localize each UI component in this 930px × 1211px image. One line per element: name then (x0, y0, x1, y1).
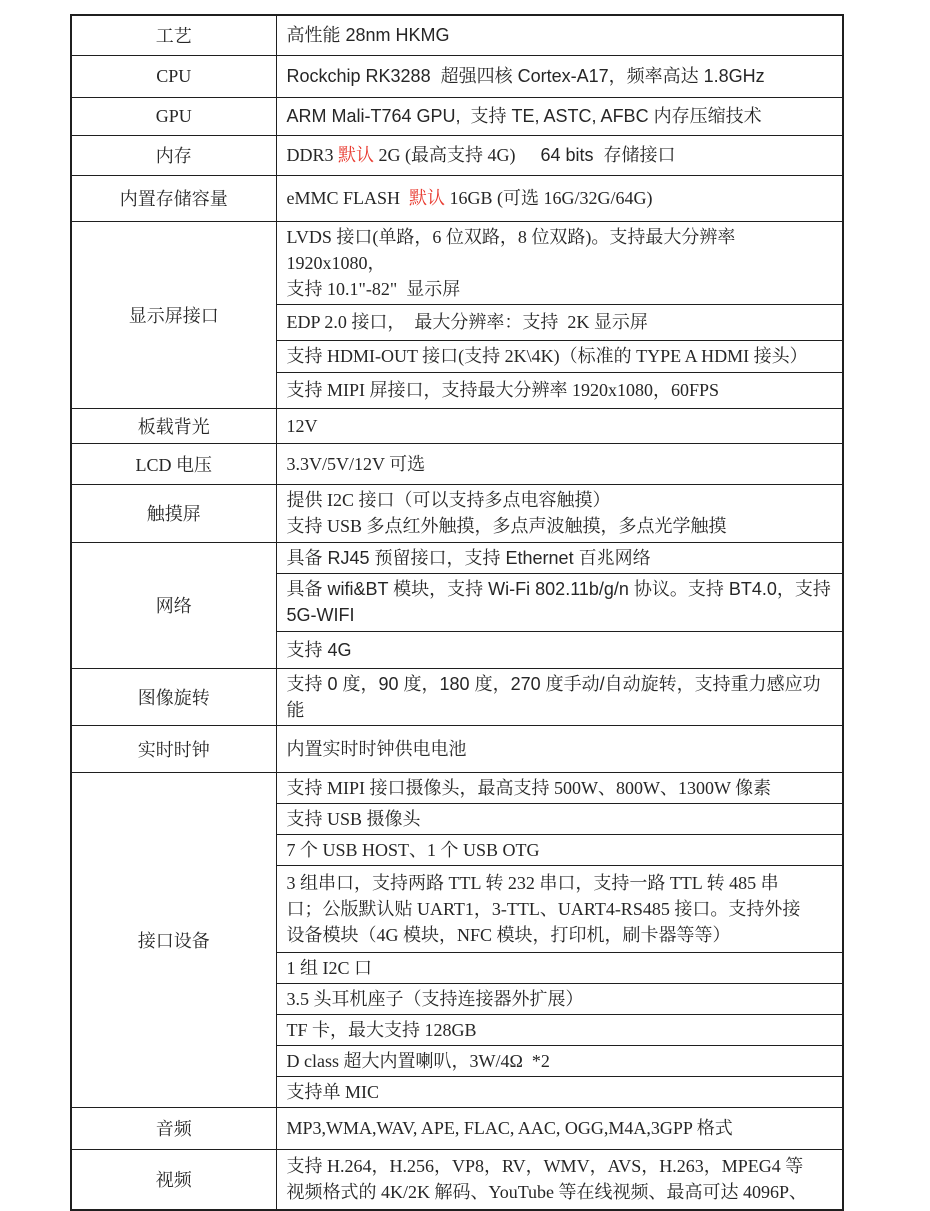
spec-text-line (287, 22, 835, 48)
spec-text-line (287, 986, 835, 1012)
spec-value-cell (276, 803, 843, 834)
spec-text-line (287, 955, 835, 981)
spec-text: EDP 2.0 接口， 最大分辨率：支持 2K 显示屏 (286, 312, 648, 332)
spec-value-cell (276, 1014, 843, 1045)
spec-text-line (287, 545, 835, 571)
highlight-red-text: 默认 (409, 188, 446, 208)
spec-text-line (287, 1048, 835, 1074)
table-row (71, 97, 843, 135)
table-row (71, 55, 843, 97)
spec-label-cell: GPU (71, 97, 276, 135)
spec-text: 具备 RJ45 预留接口，支持 Ethernet 百兆网络 (286, 547, 651, 568)
spec-label-cell: 内置存储容量 (71, 175, 276, 221)
spec-value-cell (276, 372, 843, 408)
table-row (71, 772, 843, 803)
spec-text-line (287, 576, 835, 602)
spec-label-cell: 触摸屏 (71, 484, 276, 542)
spec-text: 设备模块（4G 模块，NFC 模块，打印机，刷卡器等等） (286, 924, 731, 945)
spec-value-cell (276, 340, 843, 372)
spec-text: ARM Mali-T764 GPU, 支持 TE, ASTC, AFBC 内存压缩技术 (286, 106, 762, 126)
spec-text: MP3,WMA,WAV, APE, FLAC, AAC, OGG,M4A,3GPP 格式 (286, 1118, 733, 1138)
spec-text: 支持 0 度，90 度，180 度，270 度手动/自动旋转，支持重力感应功能 (286, 673, 821, 720)
table-row (71, 221, 843, 304)
spec-value-cell (276, 221, 843, 304)
table-row (71, 542, 843, 573)
spec-label-cell: 内存 (71, 135, 276, 175)
spec-label-cell: 网络 (71, 542, 276, 668)
spec-text: 提供 I2C 接口（可以支持多点电容触摸） (286, 490, 611, 510)
spec-text-line (287, 451, 835, 477)
spec-text-line (287, 343, 835, 369)
spec-value-cell (276, 1045, 843, 1076)
table-row (71, 175, 843, 221)
table-row (71, 443, 843, 484)
spec-text: 16GB (可选 16G/32G/64G) (445, 188, 653, 208)
spec-value-cell (276, 865, 843, 952)
spec-value-cell (276, 304, 843, 340)
spec-value-cell (276, 1149, 843, 1210)
spec-text-line (287, 413, 835, 439)
spec-value-cell (276, 175, 843, 221)
spec-value-cell (276, 135, 843, 175)
spec-text-line (287, 1115, 835, 1141)
table-row (71, 668, 843, 725)
spec-text: 支持 MIPI 屏接口，支持最大分辨率 1920x1080，60FPS (286, 380, 720, 400)
spec-text: 64 bits 存储接口 (515, 145, 676, 165)
spec-label-cell: 显示屏接口 (71, 221, 276, 408)
spec-text-line (287, 775, 835, 801)
spec-text: 1 组 I2C 口 (286, 957, 372, 978)
spec-value-cell (276, 834, 843, 865)
spec-label-cell: 实时时钟 (71, 725, 276, 772)
spec-text-line (287, 671, 835, 723)
spec-value-cell (276, 1076, 843, 1107)
spec-label-cell: 工艺 (71, 15, 276, 55)
spec-text-line (287, 637, 835, 663)
spec-text: 3.5 头耳机座子（支持连接器外扩展） (286, 988, 584, 1009)
spec-value-cell (276, 97, 843, 135)
spec-text: 2G (最高支持 4G) (374, 145, 516, 165)
table-row (71, 725, 843, 772)
spec-value-cell (276, 55, 843, 97)
spec-text: 支持 USB 多点红外触摸，多点声波触摸，多点光学触摸 (286, 516, 727, 536)
spec-text: 7 个 USB HOST、1 个 USB OTG (286, 839, 540, 860)
spec-text: Rockchip RK3288 超强四核 Cortex-A17，频率高达 1.8GHz (286, 66, 765, 86)
spec-text: 5G-WIFI (286, 605, 355, 625)
spec-text-line (287, 1079, 835, 1105)
spec-text: 支持 MIPI 接口摄像头，最高支持 500W、800W、1300W 像素 (286, 777, 772, 798)
spec-text: 高性能 28nm HKMG (286, 25, 450, 46)
spec-text: 口；公版默认贴 UART1，3-TTL、UART4-RS485 接口。支持外接 (286, 898, 801, 919)
spec-text-line (287, 736, 835, 762)
table-row (71, 15, 843, 55)
spec-text: 内置实时时钟供电电池 (286, 738, 467, 759)
spec-value-cell (276, 983, 843, 1014)
spec-text: 支持 10.1"-82" 显示屏 (286, 278, 461, 299)
spec-text: 支持 USB 摄像头 (286, 808, 421, 829)
table-row (71, 1107, 843, 1149)
spec-text-line (287, 922, 835, 948)
spec-value-cell (276, 772, 843, 803)
spec-value-cell (276, 725, 843, 772)
spec-text-line (287, 276, 835, 302)
spec-value-cell (276, 542, 843, 573)
spec-table-body (71, 15, 843, 1210)
spec-table (70, 14, 844, 1211)
spec-text: 支持 H.264，H.256，VP8，RV，WMV，AVS，H.263，MPEG4 等 (286, 1156, 804, 1177)
spec-value-cell (276, 408, 843, 443)
spec-label-cell: 视频 (71, 1149, 276, 1210)
spec-value-cell (276, 15, 843, 55)
spec-text: 视频格式的 4K/2K 解码、YouTube 等在线视频、最高可达 4096P、 (286, 1182, 808, 1203)
spec-label-cell: 板载背光 (71, 408, 276, 443)
spec-text-line (287, 870, 835, 896)
spec-text: TF 卡，最大支持 128GB (286, 1019, 477, 1040)
spec-text: 具备 wifi&BT 模块，支持 Wi-Fi 802.11b/g/n 协议。支持 BT4.0，支持 (286, 579, 831, 599)
table-row (71, 484, 843, 542)
spec-text-line (287, 1017, 835, 1043)
spec-value-cell (276, 443, 843, 484)
spec-label-cell: CPU (71, 55, 276, 97)
spec-label-cell: 音频 (71, 1107, 276, 1149)
spec-text: 支持 HDMI-OUT 接口(支持 2K\4K)（标准的 TYPE A HDMI 接头） (286, 346, 808, 366)
spec-text: D class 超大内置喇叭，3W/4Ω *2 (286, 1050, 550, 1071)
spec-text-line (287, 487, 835, 513)
spec-text-line (287, 185, 835, 211)
spec-text: 支持 4G (286, 639, 352, 660)
spec-value-cell (276, 1107, 843, 1149)
spec-label-cell: 接口设备 (71, 772, 276, 1107)
spec-text: 12V (286, 415, 318, 436)
spec-text-line (287, 63, 835, 89)
spec-value-cell (276, 952, 843, 983)
spec-text-line (287, 103, 835, 129)
spec-label-cell: 图像旋转 (71, 668, 276, 725)
spec-text: 3 组串口，支持两路 TTL 转 232 串口，支持一路 TTL 转 485 串 (286, 872, 779, 893)
spec-text-line (287, 309, 835, 335)
table-row (71, 408, 843, 443)
spec-value-cell (276, 631, 843, 668)
table-row (71, 135, 843, 175)
spec-text-line (287, 142, 835, 168)
spec-label-cell: LCD 电压 (71, 443, 276, 484)
spec-text-line (287, 513, 835, 539)
spec-text: eMMC FLASH (286, 188, 410, 208)
spec-text-line (287, 1179, 835, 1205)
spec-text-line (287, 602, 835, 628)
spec-value-cell (276, 668, 843, 725)
spec-value-cell (276, 573, 843, 631)
spec-text: DDR3 (286, 145, 339, 165)
spec-text: 3.3V/5V/12V 可选 (286, 453, 426, 474)
spec-text-line (287, 806, 835, 832)
spec-text-line (287, 837, 835, 863)
spec-text-line (287, 377, 835, 403)
spec-text-line (287, 896, 835, 922)
spec-text-line (287, 224, 835, 276)
highlight-red-text: 默认 (338, 145, 375, 165)
spec-text: 支持单 MIC (286, 1081, 380, 1102)
table-row (71, 1149, 843, 1210)
spec-text-line (287, 1153, 835, 1179)
spec-value-cell (276, 484, 843, 542)
spec-text: LVDS 接口(单路，6 位双路，8 位双路)。支持最大分辨率 1920x1080， (286, 226, 740, 273)
